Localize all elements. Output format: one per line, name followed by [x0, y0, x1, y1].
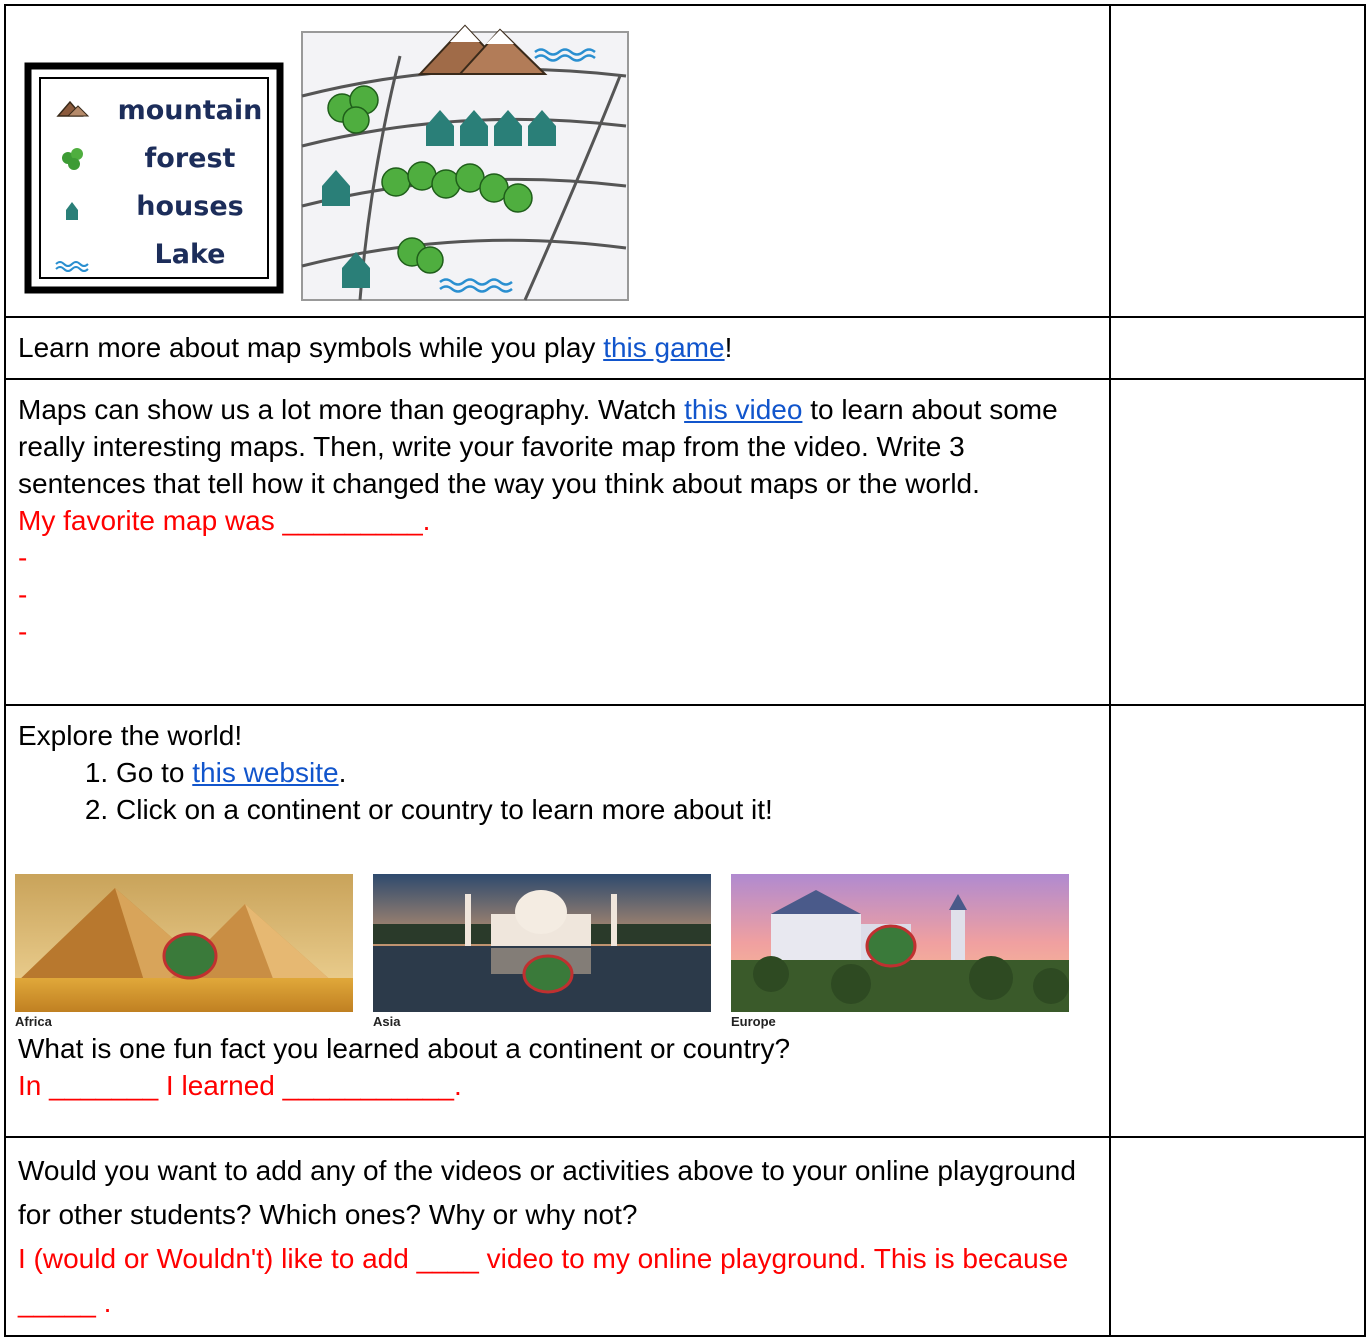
map-symbols-image [20, 16, 640, 306]
answer-bullet[interactable]: - [18, 579, 28, 610]
pyramids-photo[interactable] [15, 874, 353, 1012]
map-symbols-cell [5, 5, 1110, 317]
reflection-question: Would you want to add any of the videos or activities above to your online playground for other students? Which ones? Why or why not? [18, 1155, 1076, 1230]
reflection-answer[interactable]: I (would or Wouldn't) like to add ____ video to my online playground. This is because _____ . [18, 1243, 1069, 1318]
game-link[interactable]: this game [603, 332, 725, 363]
reflection-cell [5, 1137, 1110, 1336]
video-link[interactable]: this video [684, 394, 803, 425]
favorite-map-answer[interactable]: My favorite map was _________. [18, 505, 431, 536]
photo-caption: Asia [373, 1014, 401, 1029]
fun-fact-question: What is one fun fact you learned about a continent or country? [18, 1033, 791, 1064]
answer-bullet[interactable]: - [18, 616, 28, 647]
explore-heading: Explore the world! [18, 720, 243, 751]
video-instructions: Maps can show us a lot more than geography. Watch this video to learn about some really interesting maps. Then, write your favorite map from the video. Write 3 sentences that tell how it changed the way you think about maps or the world. My favorite map was _________. - - - [6, 380, 1109, 660]
website-link[interactable]: this website [192, 757, 339, 788]
side-cell [1110, 1137, 1365, 1336]
worksheet-table [4, 4, 1366, 1337]
steps-list [18, 754, 1098, 828]
game-cell [5, 317, 1110, 379]
continent-photos [15, 874, 1098, 1030]
sample-map-drawing [302, 26, 628, 300]
side-cell [1110, 705, 1365, 1137]
table-row [5, 1137, 1365, 1336]
game-instructions: Learn more about map symbols while you play this game! [18, 332, 733, 363]
legend-label-forest: forest [144, 143, 236, 174]
video-cell [5, 379, 1110, 705]
table-row [5, 379, 1365, 705]
legend-label-houses: houses [136, 191, 244, 222]
side-cell [1110, 379, 1365, 705]
answer-bullet[interactable]: - [18, 542, 28, 573]
side-cell [1110, 5, 1365, 317]
explore-cell [5, 705, 1110, 1137]
legend-label-lake: Lake [154, 239, 226, 270]
side-cell [1110, 317, 1365, 379]
castle-photo[interactable] [731, 874, 1069, 1012]
fun-fact-answer[interactable]: In _______ I learned ___________. [18, 1070, 462, 1101]
table-row [5, 705, 1365, 1137]
list-item: 1. Go to this website. [116, 754, 1098, 791]
taj-mahal-photo[interactable] [373, 874, 711, 1012]
photo-caption: Africa [15, 1014, 52, 1029]
legend-label-mountain: mountain [117, 95, 263, 126]
table-row [5, 5, 1365, 317]
table-row [5, 317, 1365, 379]
list-item: 2. Click on a continent or country to learn more about it! [116, 791, 1098, 828]
photo-caption: Europe [731, 1014, 776, 1029]
